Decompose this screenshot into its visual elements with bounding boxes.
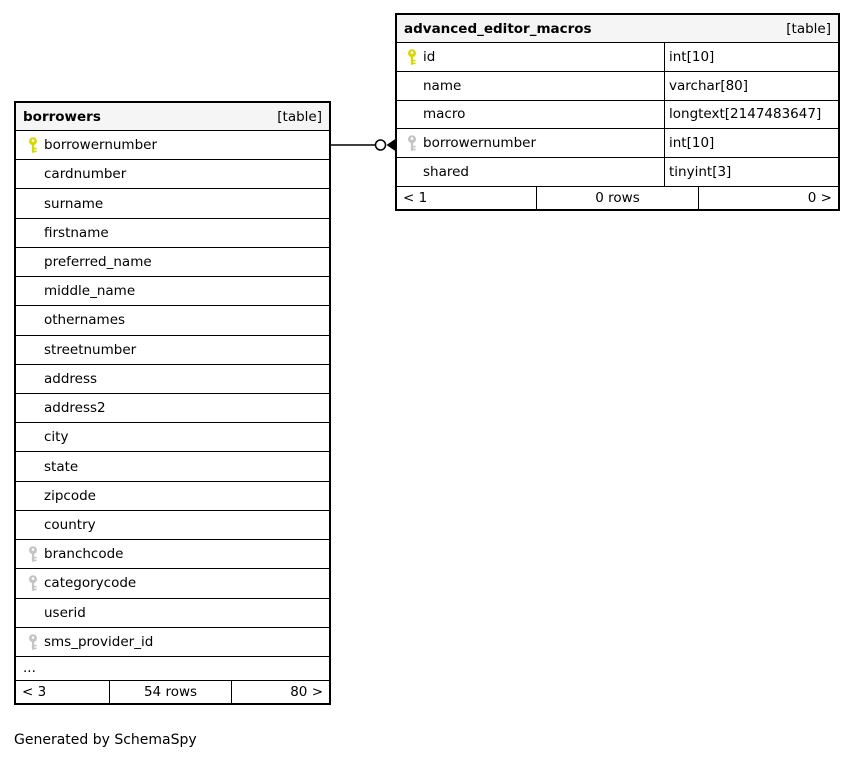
key-icon-placeholder [28, 605, 38, 621]
column-row [16, 306, 329, 335]
table-footer [16, 681, 329, 703]
column-name: address2 [44, 400, 106, 417]
key-icon-placeholder [28, 312, 38, 328]
key-icon-placeholder [28, 225, 38, 241]
column-name: userid [44, 604, 86, 621]
table-tag: [table] [786, 20, 831, 37]
pager-next: 80 > [290, 683, 323, 700]
column-name: city [44, 429, 69, 446]
column-name: middle_name [44, 283, 136, 300]
column-name: firstname [44, 224, 109, 241]
column-name: branchcode [44, 546, 124, 563]
column-name: borrowernumber [44, 137, 158, 154]
column-name: macro [423, 106, 466, 123]
column-row [16, 423, 329, 452]
column-row [16, 131, 329, 160]
column-row [16, 160, 329, 189]
key-icon-placeholder [407, 164, 417, 180]
column-name: othernames [44, 312, 126, 329]
column-row [16, 569, 329, 598]
column-type: int[10] [664, 43, 838, 71]
row-count: 54 rows [110, 681, 232, 703]
pager-next: 0 > [807, 189, 832, 206]
column-row [16, 511, 329, 540]
column-row [16, 452, 329, 481]
key-icon-placeholder [28, 517, 38, 533]
key-icon-placeholder [28, 254, 38, 270]
column-row [397, 101, 838, 130]
key-icon-placeholder [28, 429, 38, 445]
column-name: surname [44, 195, 104, 212]
column-type: varchar[80] [664, 72, 838, 100]
table-footer [397, 187, 838, 209]
column-row [397, 129, 838, 158]
column-row [16, 599, 329, 628]
column-name: streetnumber [44, 341, 137, 358]
key-icon-placeholder [407, 78, 417, 94]
key-icon-placeholder [28, 283, 38, 299]
key-icon-placeholder [407, 106, 417, 122]
column-type: tinyint[3] [664, 158, 838, 186]
row-count: 0 rows [537, 187, 699, 209]
key-icon-placeholder [28, 371, 38, 387]
pager-prev: < 1 [397, 187, 537, 209]
pager-prev: < 3 [16, 681, 110, 703]
column-name: sms_provider_id [44, 633, 154, 650]
column-name: borrowernumber [423, 135, 537, 152]
column-row [397, 43, 838, 72]
column-row [16, 336, 329, 365]
column-name: name [423, 77, 462, 94]
table-header-advanced-editor-macros[interactable] [397, 15, 838, 43]
key-icon-placeholder [28, 342, 38, 358]
column-name: cardnumber [44, 166, 127, 183]
table-header-borrowers[interactable] [16, 103, 329, 131]
column-name: state [44, 458, 79, 475]
column-name: preferred_name [44, 253, 152, 270]
key-icon-placeholder [28, 166, 38, 182]
truncated-columns-indicator: ... [16, 657, 329, 681]
column-row [16, 540, 329, 569]
column-row [16, 189, 329, 218]
column-row [397, 72, 838, 101]
primary-key-icon [28, 137, 38, 153]
primary-key-icon [407, 49, 417, 65]
column-row [16, 628, 329, 657]
table-title: advanced_editor_macros [404, 20, 592, 37]
column-row [16, 394, 329, 423]
column-name: country [44, 516, 96, 533]
column-type: longtext[2147483647] [664, 101, 838, 129]
column-name: id [423, 48, 436, 65]
column-name: zipcode [44, 487, 96, 504]
column-type: int[10] [664, 129, 838, 157]
key-icon-placeholder [28, 196, 38, 212]
table-tag: [table] [277, 108, 322, 125]
foreign-key-icon [28, 546, 38, 562]
column-row [16, 219, 329, 248]
column-row [16, 248, 329, 277]
column-row [16, 277, 329, 306]
column-row [16, 365, 329, 394]
key-icon-placeholder [28, 459, 38, 475]
column-name: categorycode [44, 575, 137, 592]
foreign-key-icon [28, 634, 38, 650]
column-row [397, 158, 838, 187]
column-name: shared [423, 164, 469, 181]
foreign-key-icon [407, 135, 417, 151]
column-name: address [44, 370, 98, 387]
key-icon-placeholder [28, 488, 38, 504]
table-node-advanced-editor-macros [395, 13, 840, 211]
foreign-key-icon [28, 575, 38, 591]
column-row [16, 482, 329, 511]
table-title: borrowers [23, 108, 101, 125]
generated-by-label: Generated by SchemaSpy [14, 732, 197, 748]
table-node-borrowers [14, 101, 331, 705]
relationship-connector-icon [329, 135, 397, 155]
key-icon-placeholder [28, 400, 38, 416]
